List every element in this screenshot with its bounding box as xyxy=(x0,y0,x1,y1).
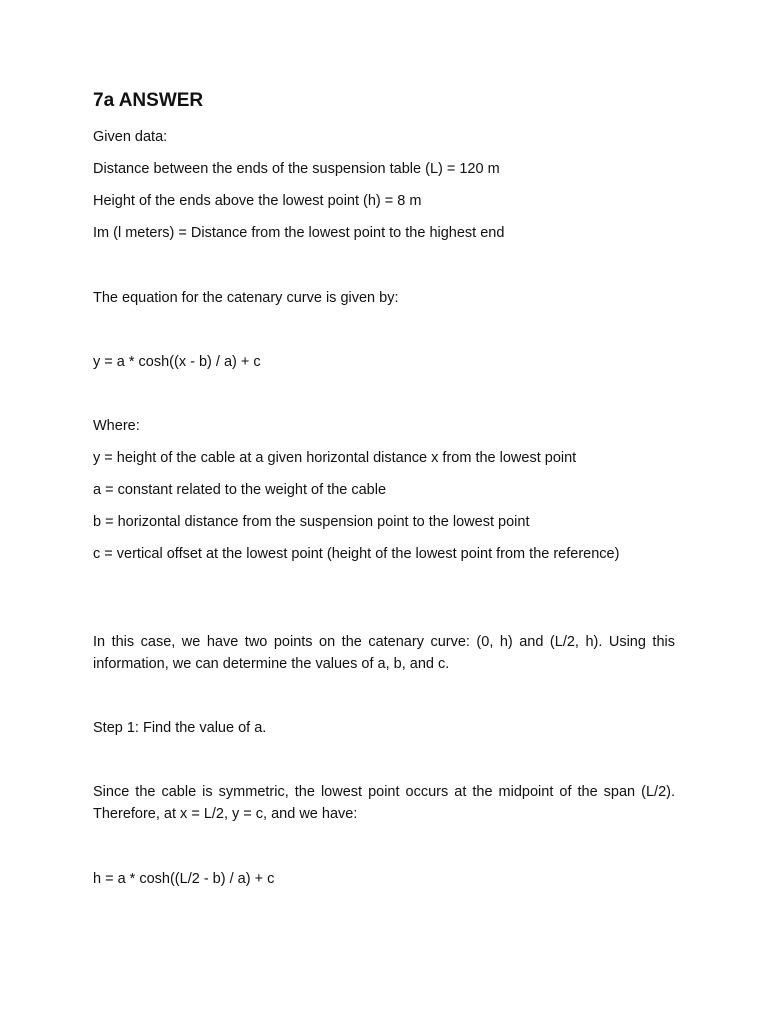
midpoint-equation: h = a * cosh((L/2 - b) / a) + c xyxy=(93,871,275,887)
given-distance-line: Im (l meters) = Distance from the lowest point to the highest end xyxy=(93,225,505,241)
case-paragraph: In this case, we have two points on the catenary curve: (0, h) and (L/2, h). Using this information, we can determine the values of a, b, and c. xyxy=(93,634,675,672)
equation-intro: The equation for the catenary curve is given by: xyxy=(93,290,399,306)
where-label: Where: xyxy=(93,418,140,434)
definition-y: y = height of the cable at a given horizontal distance x from the lowest point xyxy=(93,450,577,466)
symmetric-paragraph: Since the cable is symmetric, the lowest point occurs at the midpoint of the span (L/2). Therefore, at x = L/2, y = c, and we have: xyxy=(93,784,675,822)
definition-c: c = vertical offset at the lowest point (height of the lowest point from the reference) xyxy=(93,546,620,562)
definition-b: b = horizontal distance from the suspension point to the lowest point xyxy=(93,514,530,530)
catenary-equation: y = a * cosh((x - b) / a) + c xyxy=(93,354,261,370)
given-length-line: Distance between the ends of the suspension table (L) = 120 m xyxy=(93,161,500,177)
given-data-label: Given data: xyxy=(93,129,168,145)
given-height-line: Height of the ends above the lowest point (h) = 8 m xyxy=(93,193,422,209)
page-title: 7a ANSWER xyxy=(93,90,204,111)
step-1-heading: Step 1: Find the value of a. xyxy=(93,720,267,736)
definition-a: a = constant related to the weight of the cable xyxy=(93,482,387,498)
